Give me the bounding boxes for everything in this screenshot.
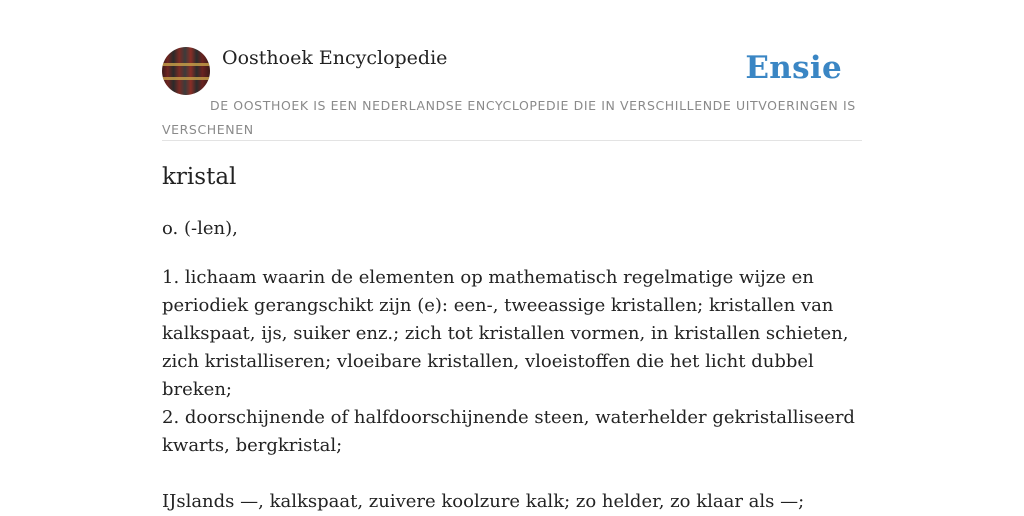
article-body (162, 264, 862, 516)
site-name-link[interactable]: Oosthoek Encyclopedie (222, 47, 448, 69)
article-title: kristal (162, 164, 237, 190)
definition-2: 2. doorschijnende of halfdoorschijnende steen, waterhelder gekristalliseerd kwarts, bergkristal; (162, 407, 855, 456)
grammar-note: o. (-len), (162, 218, 238, 239)
definition-extra: IJslands —, kalkspaat, zuivere koolzure kalk; zo helder, zo klaar als —; (162, 491, 805, 512)
paragraph-gap (162, 460, 862, 488)
site-tagline: DE OOSTHOEK IS EEN NEDERLANDSE ENCYCLOPEDIE DIE IN VERSCHILLENDE UITVOERINGEN IS VERSCHENEN (162, 98, 856, 137)
encyclopedia-books-logo[interactable] (162, 47, 210, 95)
logo-band (162, 77, 210, 80)
site-header-wrap (162, 44, 862, 141)
definition-1: 1. lichaam waarin de elementen op mathematisch regelmatige wijze en periodiek gerangschikt zijn (e): een-, tweeassige kristallen; kristallen van kalkspaat, ijs, suiker enz.; zich tot kristallen vormen, in kristallen schieten, zich kristalliseren; vloeibare kristallen, vloeistoffen die het licht dubbel breken; (162, 267, 849, 400)
site-header (162, 44, 862, 141)
logo-band (162, 63, 210, 66)
ensie-brand-logo[interactable]: Ensie (745, 50, 842, 86)
